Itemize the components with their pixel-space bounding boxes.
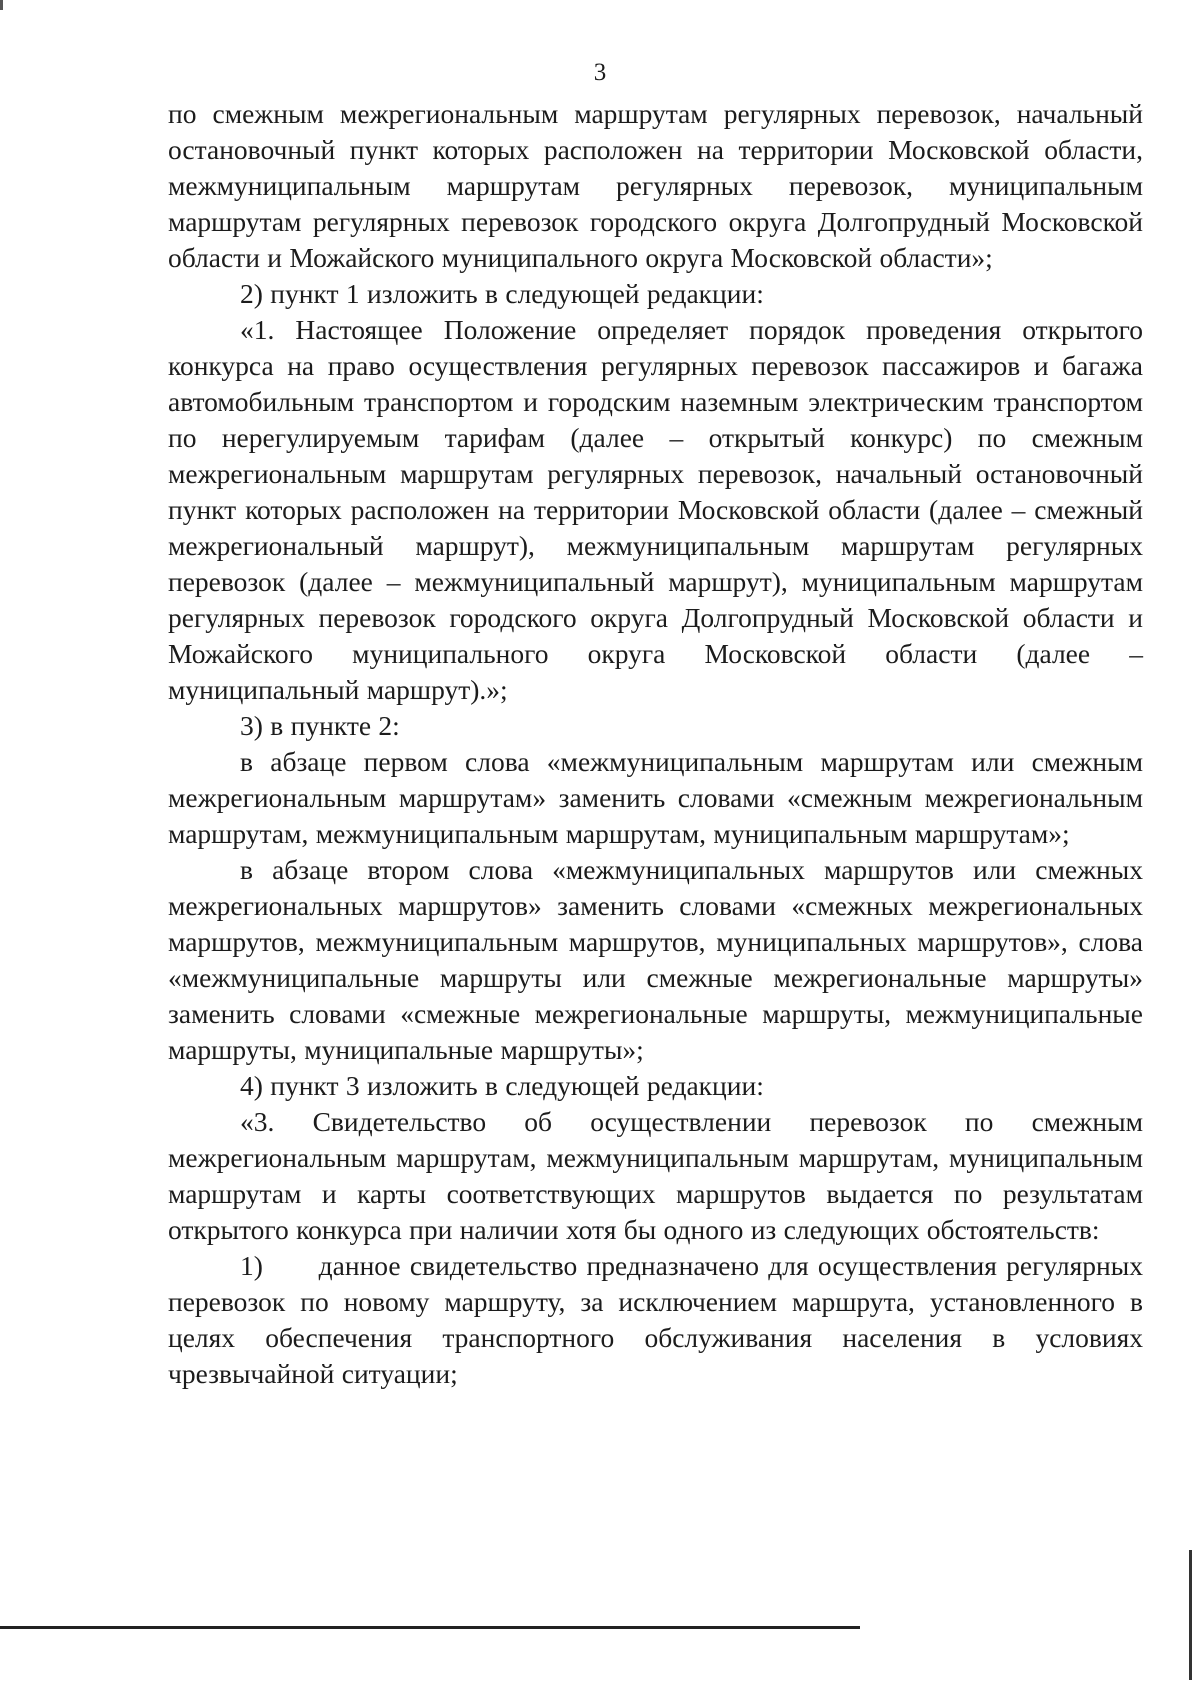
scan-edge-mark-right — [1189, 1550, 1192, 1680]
paragraph-abzac-1: в абзаце первом слова «межмуниципальным маршрутам или смежным межрегиональным маршрутам» заменить словами «смежным межрегиональным маршрутам, межмуниципальным маршрутам, муниципальным маршрутам»; — [168, 746, 1143, 849]
paragraph-item-4: 4) пункт 3 изложить в следующей редакции: — [240, 1070, 764, 1101]
paragraph-subitem-1: 1) данное свидетельство предназначено для осуществления регулярных перевозок по новому маршруту, за исключением маршрута, установленного в целях обеспечения транспортного обслуживания населения в условиях чрезвычайной ситуации; — [168, 1250, 1151, 1389]
paragraph-abzac-2: в абзаце втором слова «межмуниципальных маршрутов или смежных межрегиональных маршрутов» заменить словами «смежных межрегиональных маршрутов, межмуниципальным маршрутов, муниципальных маршрутов», слова «межмуниципальные маршруты или смежные межрегиональные маршруты» заменить словами «смежные межрегиональные маршруты, межмуниципальные маршруты, муниципальные маршруты»; — [168, 854, 1143, 1065]
paragraph-item-2: 2) пункт 1 изложить в следующей редакции: — [240, 278, 764, 309]
paragraph-continuation: по смежным межрегиональным маршрутам регулярных перевозок, начальный остановочный пункт которых расположен на территории Московской области, межмуниципальным маршрутам регулярных перевозок, муниципальным маршрутам регулярных перевозок городского округа Долгопрудный Московской области и Можайского муниципального округа Московской области»; — [168, 98, 1143, 273]
paragraph-clause-3: «3. Свидетельство об осуществлении перевозок по смежным межрегиональным маршрутам, межмуниципальным маршрутам, муниципальным маршрутам и карты соответствующих маршрутов выдается по результатам открытого конкурса при наличии хотя бы одного из следующих обстоятельств: — [168, 1106, 1143, 1245]
paragraph-item-3: 3) в пункте 2: — [240, 710, 400, 741]
document-body — [168, 96, 1151, 1392]
page-number: 3 — [593, 59, 607, 86]
scan-edge-mark-top-left — [0, 0, 3, 10]
paragraph-clause-1: «1. Настоящее Положение определяет порядок проведения открытого конкурса на право осуществления регулярных перевозок пассажиров и багажа автомобильным транспортом и городским наземным электрическим транспортом по нерегулируемым тарифам (далее – открытый конкурс) по смежным межрегиональным маршрутам регулярных перевозок, начальный остановочный пункт которых расположен на территории Московской области (далее – смежный межрегиональный маршрут), межмуниципальным маршрутам регулярных перевозок (далее – межмуниципальный маршрут), муниципальным маршрутам регулярных перевозок городского округа Долгопрудный Московской области и Можайского муниципального округа Московской области (далее – муниципальный маршрут).»; — [168, 314, 1143, 705]
scan-bottom-rule — [0, 1626, 860, 1629]
